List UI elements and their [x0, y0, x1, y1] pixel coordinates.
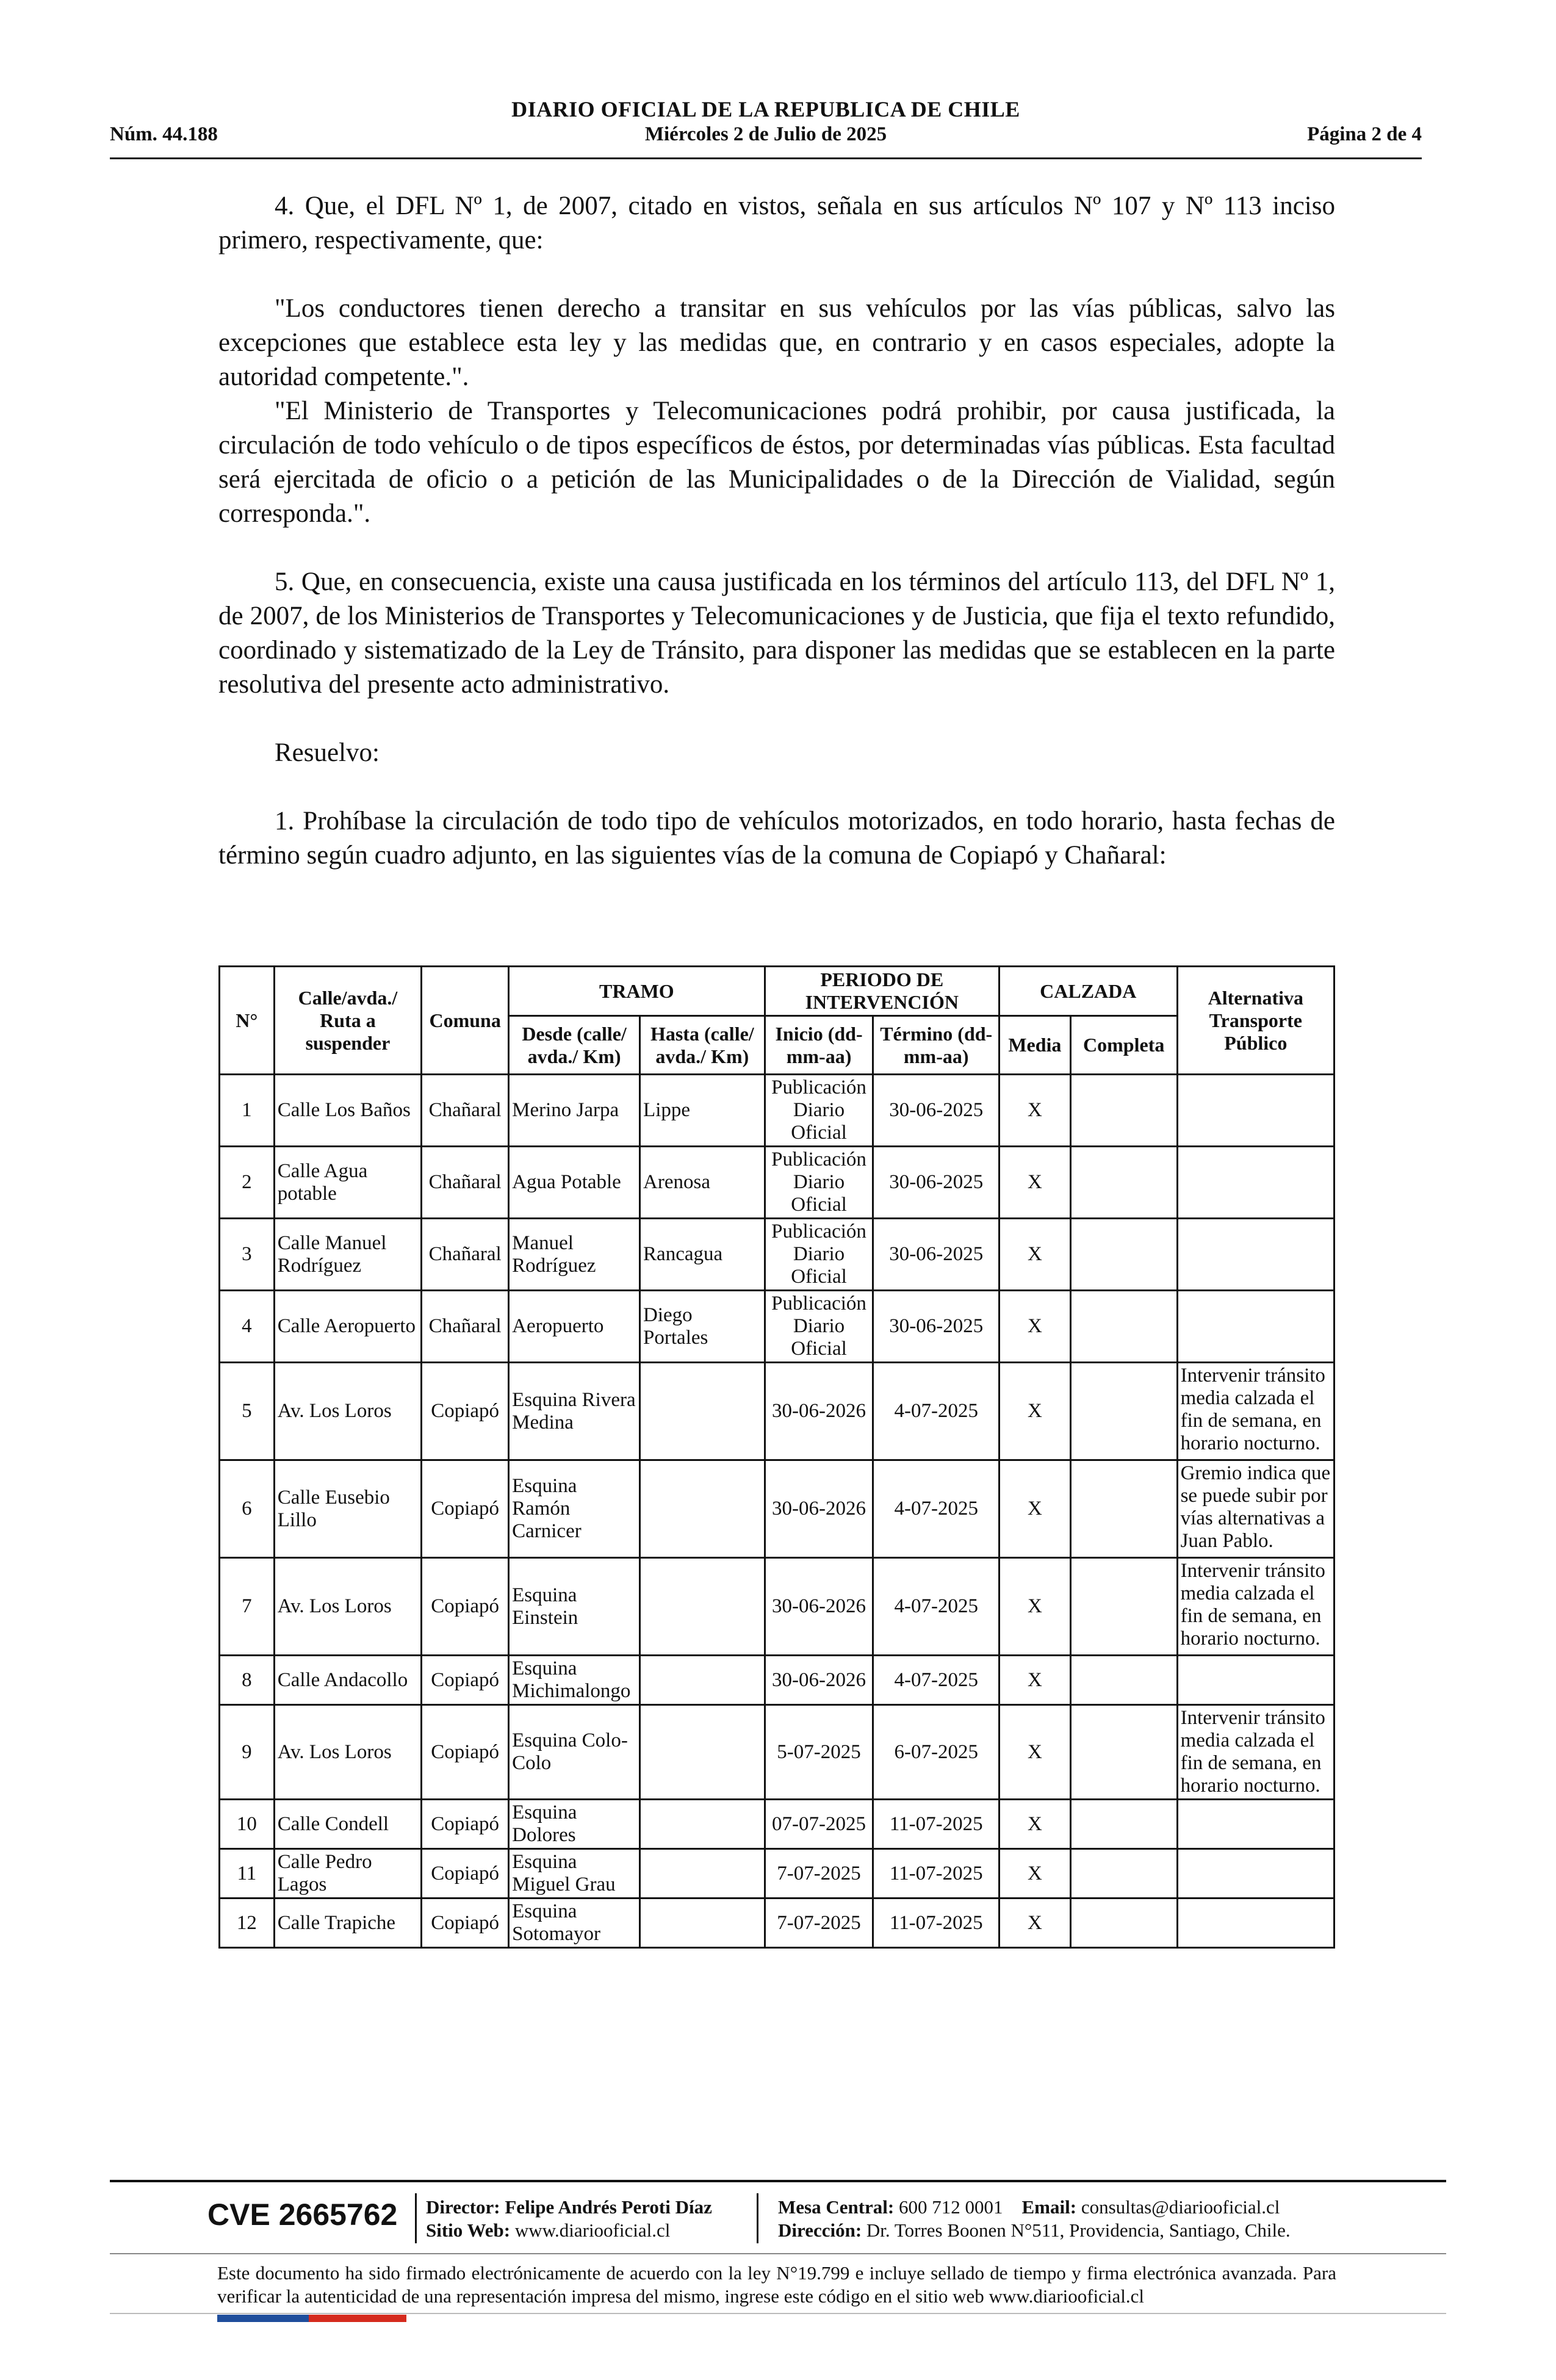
publication-title: DIARIO OFICIAL DE LA REPUBLICA DE CHILE	[511, 97, 1020, 121]
resuelvo-heading: Resuelvo:	[275, 738, 380, 767]
cell-calle: Calle Condell	[274, 1800, 422, 1849]
cell-alternativa: Intervenir tránsito media calzada el fin de semana, en horario nocturno.	[1177, 1705, 1334, 1800]
cell-completa	[1070, 1705, 1177, 1800]
cell-calle: Calle Trapiche	[274, 1899, 422, 1948]
cell-comuna: Copiapó	[422, 1363, 509, 1460]
cell-alternativa	[1177, 1075, 1334, 1147]
cell-calle: Calle Manuel Rodríguez	[274, 1219, 422, 1291]
cell-alternativa: Intervenir tránsito media calzada el fin de semana, en horario nocturno.	[1177, 1363, 1334, 1460]
cell-media: X	[999, 1219, 1070, 1291]
footer-separator	[757, 2193, 758, 2243]
table-row	[220, 1460, 1334, 1558]
cell-media: X	[999, 1705, 1070, 1800]
cell-media: X	[999, 1291, 1070, 1363]
cell-termino: 6-07-2025	[873, 1705, 999, 1800]
cell-alternativa: Intervenir tránsito media calzada el fin de semana, en horario nocturno.	[1177, 1558, 1334, 1656]
web-label: Sitio Web:	[426, 2220, 511, 2241]
cell-termino: 4-07-2025	[873, 1656, 999, 1705]
cell-desde: Esquina Rivera Medina	[509, 1363, 640, 1460]
cell-hasta	[640, 1656, 765, 1705]
footer-divider	[110, 2180, 1446, 2182]
flag-stripe-blue	[217, 2315, 309, 2322]
cell-hasta	[640, 1705, 765, 1800]
cell-alternativa	[1177, 1800, 1334, 1849]
cell-desde: Esquina Michimalongo	[509, 1656, 640, 1705]
cell-completa	[1070, 1219, 1177, 1291]
cell-hasta	[640, 1849, 765, 1899]
cell-desde: Esquina Colo-Colo	[509, 1705, 640, 1800]
cell-media: X	[999, 1558, 1070, 1656]
cell-alternativa	[1177, 1291, 1334, 1363]
cell-completa	[1070, 1075, 1177, 1147]
cell-desde: Esquina Sotomayor	[509, 1899, 640, 1948]
table-row	[220, 1558, 1334, 1656]
cell-desde: Esquina Einstein	[509, 1558, 640, 1656]
cell-alternativa	[1177, 1147, 1334, 1219]
cell-hasta	[640, 1800, 765, 1849]
cell-hasta: Diego Portales	[640, 1291, 765, 1363]
cell-alternativa	[1177, 1656, 1334, 1705]
cell-completa	[1070, 1363, 1177, 1460]
footer-contact-block	[778, 2196, 1291, 2242]
cell-comuna: Chañaral	[422, 1075, 509, 1147]
cell-num: 3	[220, 1219, 275, 1291]
cell-comuna: Copiapó	[422, 1849, 509, 1899]
cell-media: X	[999, 1800, 1070, 1849]
cell-calle: Calle Aeropuerto	[274, 1291, 422, 1363]
cell-hasta: Lippe	[640, 1075, 765, 1147]
cell-comuna: Chañaral	[422, 1219, 509, 1291]
direccion-value: Dr. Torres Boonen N°511, Providencia, Santiago, Chile.	[866, 2220, 1291, 2241]
cell-inicio: 30-06-2026	[765, 1656, 873, 1705]
cell-termino: 11-07-2025	[873, 1849, 999, 1899]
cell-completa	[1070, 1849, 1177, 1899]
cell-alternativa	[1177, 1849, 1334, 1899]
email-label: Email:	[1021, 2196, 1077, 2218]
cell-num: 2	[220, 1147, 275, 1219]
cell-media: X	[999, 1899, 1070, 1948]
header-tramo: TRAMO	[509, 967, 765, 1016]
cell-num: 7	[220, 1558, 275, 1656]
cell-completa	[1070, 1460, 1177, 1558]
cell-num: 8	[220, 1656, 275, 1705]
cell-completa	[1070, 1291, 1177, 1363]
page-header	[110, 92, 1422, 159]
cell-desde: Agua Potable	[509, 1147, 640, 1219]
cell-media: X	[999, 1460, 1070, 1558]
cve-code: CVE 2665762	[207, 2198, 398, 2232]
cell-hasta	[640, 1460, 765, 1558]
cell-inicio: 7-07-2025	[765, 1899, 873, 1948]
cell-comuna: Chañaral	[422, 1147, 509, 1219]
flag-stripe-red	[309, 2315, 406, 2322]
cell-num: 6	[220, 1460, 275, 1558]
header-comuna: Comuna	[422, 967, 509, 1075]
table-row	[220, 1800, 1334, 1849]
cell-num: 10	[220, 1800, 275, 1849]
paragraph-4: 4. Que, el DFL Nº 1, de 2007, citado en vistos, señala en sus artículos Nº 107 y Nº 113 inciso primero, respectivamente, que:	[218, 192, 1335, 254]
email-link[interactable]: consultas@diariooficial.cl	[1081, 2196, 1280, 2218]
cell-desde: Manuel Rodríguez	[509, 1219, 640, 1291]
table-row	[220, 1219, 1334, 1291]
cell-num: 1	[220, 1075, 275, 1147]
cell-num: 11	[220, 1849, 275, 1899]
issue-date: Miércoles 2 de Julio de 2025	[644, 123, 887, 145]
cell-hasta: Rancagua	[640, 1219, 765, 1291]
cell-media: X	[999, 1656, 1070, 1705]
director-label: Director:	[426, 2196, 500, 2218]
cell-completa	[1070, 1899, 1177, 1948]
cell-inicio: 30-06-2026	[765, 1363, 873, 1460]
cell-calle: Calle Eusebio Lillo	[274, 1460, 422, 1558]
table-row	[220, 1291, 1334, 1363]
cell-completa	[1070, 1656, 1177, 1705]
cell-comuna: Copiapó	[422, 1800, 509, 1849]
footer-director-block	[426, 2196, 712, 2242]
cell-termino: 30-06-2025	[873, 1291, 999, 1363]
header-termino: Término (dd-mm-aa)	[873, 1016, 999, 1075]
cell-calle: Calle Los Baños	[274, 1075, 422, 1147]
table-row	[220, 1899, 1334, 1948]
cell-media: X	[999, 1147, 1070, 1219]
table-row	[220, 1363, 1334, 1460]
cell-comuna: Copiapó	[422, 1705, 509, 1800]
table-row	[220, 1147, 1334, 1219]
mesa-phone: 600 712 0001	[899, 2196, 1003, 2218]
cell-calle: Av. Los Loros	[274, 1558, 422, 1656]
cell-media: X	[999, 1075, 1070, 1147]
cell-inicio: 30-06-2026	[765, 1460, 873, 1558]
table-row	[220, 1705, 1334, 1800]
header-num: N°	[220, 967, 275, 1075]
cell-termino: 30-06-2025	[873, 1147, 999, 1219]
cell-desde: Merino Jarpa	[509, 1075, 640, 1147]
cell-inicio: Publicación Diario Oficial	[765, 1075, 873, 1147]
cell-desde: Esquina Ramón Carnicer	[509, 1460, 640, 1558]
cell-calle: Av. Los Loros	[274, 1363, 422, 1460]
cell-alternativa	[1177, 1899, 1334, 1948]
cell-inicio: Publicación Diario Oficial	[765, 1291, 873, 1363]
cell-termino: 4-07-2025	[873, 1460, 999, 1558]
cell-completa	[1070, 1558, 1177, 1656]
header-inicio: Inicio (dd-mm-aa)	[765, 1016, 873, 1075]
document-body	[218, 189, 1335, 907]
cell-alternativa: Gremio indica que se puede subir por vías alternativas a Juan Pablo.	[1177, 1460, 1334, 1558]
cell-termino: 30-06-2025	[873, 1219, 999, 1291]
header-periodo: PERIODO DE INTERVENCIÓN	[765, 967, 999, 1016]
cell-comuna: Copiapó	[422, 1899, 509, 1948]
legal-notice: Este documento ha sido firmado electrónicamente de acuerdo con la ley N°19.799 e incluye sellado de tiempo y firma electrónica avanzada. Para verificar la autenticidad de una representación impresa del mismo, ingrese este código en el sitio web www.diariooficial.cl	[217, 2262, 1336, 2307]
cell-media: X	[999, 1363, 1070, 1460]
cell-hasta	[640, 1558, 765, 1656]
footer-divider	[110, 2253, 1446, 2254]
quote-article-113: "El Ministerio de Transportes y Telecomunicaciones podrá prohibir, por causa justificada, la circulación de todo vehículo o de tipos específicos de éstos, por determinadas vías públicas. Esta facultad será ejercitada de oficio o a petición de las Municipalidades o de la Dirección de Vialidad, según corresponda.".	[218, 397, 1335, 528]
header-media: Media	[999, 1016, 1070, 1075]
cell-inicio: 7-07-2025	[765, 1849, 873, 1899]
cell-hasta	[640, 1363, 765, 1460]
cell-num: 9	[220, 1705, 275, 1800]
header-alternativa: Alternativa Transporte Público	[1177, 967, 1334, 1075]
cell-termino: 4-07-2025	[873, 1363, 999, 1460]
cell-inicio: Publicación Diario Oficial	[765, 1147, 873, 1219]
mesa-label: Mesa Central:	[778, 2196, 895, 2218]
cell-termino: 11-07-2025	[873, 1800, 999, 1849]
cell-num: 4	[220, 1291, 275, 1363]
footer-separator	[415, 2193, 417, 2243]
cell-comuna: Copiapó	[422, 1558, 509, 1656]
resolution-1: 1. Prohíbase la circulación de todo tipo de vehículos motorizados, en todo horario, hasta fechas de término según cuadro adjunto, en las siguientes vías de la comuna de Copiapó y Chañaral:	[218, 807, 1335, 870]
cell-desde: Esquina Dolores	[509, 1800, 640, 1849]
header-hasta: Hasta (calle/ avda./ Km)	[640, 1016, 765, 1075]
direccion-label: Dirección:	[778, 2220, 862, 2241]
quote-article-107: "Los conductores tienen derecho a transitar en sus vehículos por las vías públicas, salvo las excepciones que establece esta ley y las medidas que, en contrario y en casos especiales, adopte la autoridad competente.".	[218, 294, 1335, 391]
page-number: Página 2 de 4	[1307, 123, 1422, 145]
table-row	[220, 1656, 1334, 1705]
cell-calle: Av. Los Loros	[274, 1705, 422, 1800]
header-desde: Desde (calle/ avda./ Km)	[509, 1016, 640, 1075]
header-calzada: CALZADA	[999, 967, 1177, 1016]
web-link[interactable]: www.diariooficial.cl	[514, 2220, 671, 2241]
cell-inicio: 5-07-2025	[765, 1705, 873, 1800]
cell-inicio: 07-07-2025	[765, 1800, 873, 1849]
cell-comuna: Chañaral	[422, 1291, 509, 1363]
cell-alternativa	[1177, 1219, 1334, 1291]
cell-desde: Aeropuerto	[509, 1291, 640, 1363]
cell-comuna: Copiapó	[422, 1656, 509, 1705]
cell-completa	[1070, 1147, 1177, 1219]
cell-num: 12	[220, 1899, 275, 1948]
cell-inicio: 30-06-2026	[765, 1558, 873, 1656]
cell-hasta: Arenosa	[640, 1147, 765, 1219]
director-name: Felipe Andrés Peroti Díaz	[505, 2196, 712, 2218]
cell-calle: Calle Pedro Lagos	[274, 1849, 422, 1899]
cell-termino: 30-06-2025	[873, 1075, 999, 1147]
cell-desde: Esquina Miguel Grau	[509, 1849, 640, 1899]
issue-number: Núm. 44.188	[110, 123, 218, 145]
cell-calle: Calle Andacollo	[274, 1656, 422, 1705]
cell-termino: 4-07-2025	[873, 1558, 999, 1656]
paragraph-5: 5. Que, en consecuencia, existe una causa justificada en los términos del artículo 113, del DFL Nº 1, de 2007, de los Ministerios de Transportes y Telecomunicaciones y de Justicia, que fija el texto refundido, coordinado y sistematizado de la Ley de Tránsito, para disponer las medidas que se establecen en la parte resolutiva del presente acto administrativo.	[218, 568, 1335, 699]
cell-num: 5	[220, 1363, 275, 1460]
footer-divider	[110, 2313, 1446, 2314]
table-row	[220, 1075, 1334, 1147]
table-row	[220, 1849, 1334, 1899]
table-body	[220, 1075, 1334, 1948]
cell-inicio: Publicación Diario Oficial	[765, 1219, 873, 1291]
cell-media: X	[999, 1849, 1070, 1899]
closures-table	[218, 965, 1335, 1949]
cell-termino: 11-07-2025	[873, 1899, 999, 1948]
cell-hasta	[640, 1899, 765, 1948]
cell-completa	[1070, 1800, 1177, 1849]
header-calle: Calle/avda./ Ruta a suspender	[274, 967, 422, 1075]
header-completa: Completa	[1070, 1016, 1177, 1075]
cell-calle: Calle Agua potable	[274, 1147, 422, 1219]
cell-comuna: Copiapó	[422, 1460, 509, 1558]
